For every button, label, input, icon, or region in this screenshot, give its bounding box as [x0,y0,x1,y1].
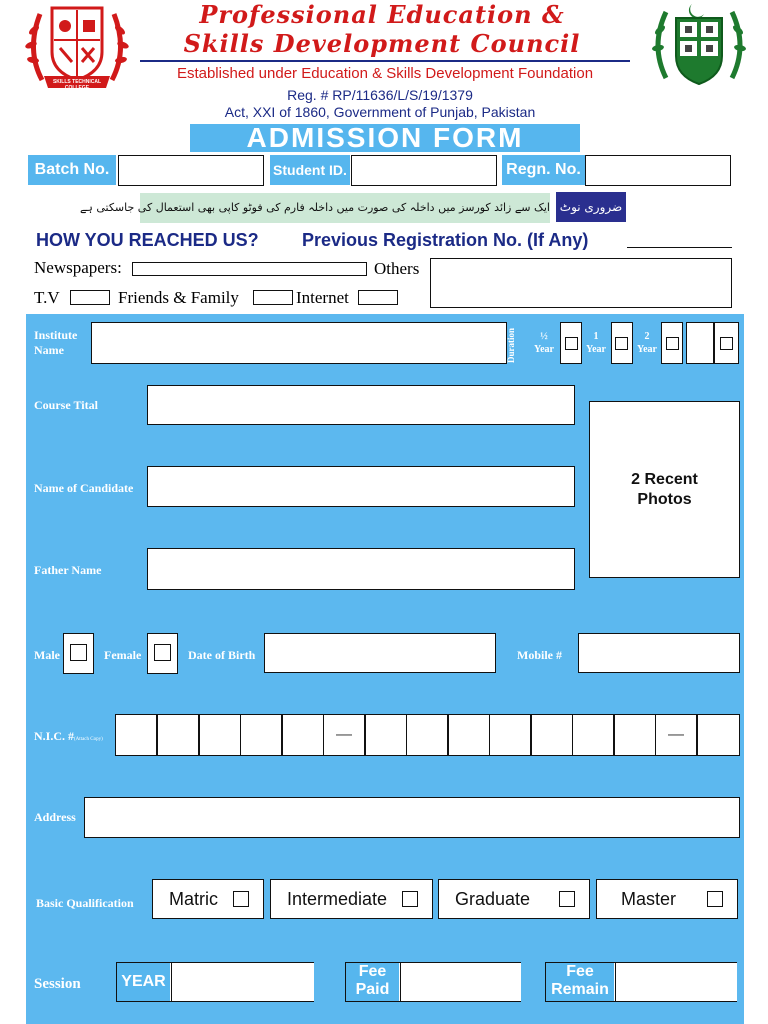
others-input[interactable] [430,258,732,308]
fee-remain-label-2: Remain [551,981,609,998]
dob-input[interactable] [264,633,496,673]
fee-remain-label [546,963,614,1001]
qual-intermediate-label: Intermediate [287,888,388,909]
newspapers-label: Newspapers: [34,258,122,277]
fee-paid-label-2: Paid [355,981,390,998]
address-label: Address [34,810,76,824]
one-year-num: 1 [593,331,599,342]
candidate-input[interactable] [147,466,575,507]
year-input[interactable] [171,963,314,1001]
regn-input[interactable] [585,155,731,186]
nic-digit-2[interactable] [157,714,199,756]
nic-label-note: (Attach Copy) [74,737,103,742]
father-input[interactable] [147,548,575,590]
council-title-line2: Skills Development Council [183,29,581,58]
form-title: ADMISSION FORM [190,124,580,152]
friends-checkbox[interactable] [253,290,293,305]
how-reached-heading: HOW YOU REACHED US? [36,230,259,250]
qual-master-checkbox[interactable] [707,891,723,907]
session-label: Session [34,976,81,992]
fee-paid-label [346,963,399,1001]
reg-number: Reg. # RP/11636/L/S/19/1379 [287,87,473,103]
nic-digit-9[interactable] [489,714,531,756]
basic-qualification-label: Basic Qualification [36,896,134,910]
duration-label: Duration [506,327,516,363]
two-year-checkbox[interactable] [666,337,679,350]
one-year-text: Year [586,344,606,355]
qual-matric[interactable] [152,879,264,919]
student-id-label: Student ID. [270,155,350,185]
candidate-label: Name of Candidate [34,481,134,495]
institute-input[interactable] [91,322,507,364]
other-duration-checkbox[interactable] [720,337,733,350]
right-logo [652,0,746,92]
qual-master[interactable] [596,879,738,919]
nic-digit-3[interactable] [199,714,241,756]
nic-label [34,729,103,744]
urdu-note-label: ضروری نوٹ [556,192,626,222]
one-year-label [582,330,610,356]
subtitle: Established under Education & Skills Development Foundation [176,65,594,82]
qual-graduate[interactable] [438,879,590,919]
left-logo-text: SKILLS TECHNICAL COLLEGE [52,79,102,91]
prev-reg-line[interactable] [627,247,732,248]
female-label: Female [104,648,142,662]
course-title-input[interactable] [147,385,575,425]
nic-digit-5[interactable] [282,714,324,756]
other-duration-input[interactable] [686,322,714,364]
half-year-num: ½ [540,331,548,342]
nic-digit-1[interactable] [115,714,157,756]
two-year-text: Year [637,344,657,355]
half-year-label [530,330,558,356]
fee-remain-input[interactable] [615,963,737,1001]
nic-dash-2: — [655,714,697,756]
half-year-checkbox[interactable] [565,337,578,350]
mobile-label: Mobile # [517,648,562,662]
nic-digit-7[interactable] [406,714,448,756]
two-year-num: 2 [644,331,650,342]
urdu-note: ایک سے زائد کورسز میں داخلہ کی صورت میں داخلہ فارم کی فوٹو کاپی بھی استعمال کی جاسکتی ہے [140,193,550,223]
female-checkbox[interactable] [154,644,171,661]
fee-remain-label-1: Fee [566,963,594,980]
tv-label: T.V [34,288,60,307]
batch-input[interactable] [118,155,264,186]
qual-matric-label: Matric [169,888,218,909]
photo-box[interactable] [589,401,740,578]
prev-reg-label: Previous Registration No. (If Any) [302,230,589,250]
half-year-text: Year [534,344,554,355]
friends-label: Friends & Family [118,288,239,307]
mobile-input[interactable] [578,633,740,673]
regn-label: Regn. No. [502,155,585,185]
student-id-input[interactable] [351,155,497,186]
tv-checkbox[interactable] [70,290,110,305]
others-label: Others [374,259,420,278]
nic-digit-8[interactable] [448,714,490,756]
qual-graduate-checkbox[interactable] [559,891,575,907]
qual-matric-checkbox[interactable] [233,891,249,907]
course-title-label: Course Tital [34,398,98,412]
year-label: YEAR [117,963,170,1001]
left-logo [22,0,132,95]
act-line: Act, XXI of 1860, Government of Punjab, Pakistan [224,104,536,120]
two-year-label [633,330,661,356]
qual-intermediate[interactable] [270,879,433,919]
council-title-line1: Professional Education & [199,0,565,29]
father-label: Father Name [34,563,102,577]
institute-label: Institute Name [34,328,78,357]
nic-digit-4[interactable] [240,714,282,756]
nic-dash-1: — [323,714,365,756]
internet-checkbox[interactable] [358,290,398,305]
batch-label: Batch No. [28,155,116,185]
fee-paid-label-1: Fee [358,963,387,980]
photo-text-line1: 2 Recent [631,470,698,488]
photo-text-line2: Photos [637,490,692,508]
nic-label-text: N.I.C. # [34,729,75,743]
qual-graduate-label: Graduate [455,888,531,909]
nic-digit-12[interactable] [614,714,656,756]
qual-intermediate-checkbox[interactable] [402,891,418,907]
nic-digit-11[interactable] [572,714,614,756]
newspapers-input[interactable] [132,262,367,276]
nic-digit-13[interactable] [697,714,740,756]
nic-digit-10[interactable] [531,714,573,756]
dob-label: Date of Birth [188,648,256,662]
header-rule [140,60,630,62]
fee-paid-input[interactable] [400,963,521,1001]
male-label: Male [34,648,60,662]
one-year-checkbox[interactable] [615,337,628,350]
nic-digit-6[interactable] [365,714,407,756]
qual-master-label: Master [621,888,677,909]
internet-label: Internet [296,288,349,307]
male-checkbox[interactable] [70,644,87,661]
address-input[interactable] [84,797,740,838]
